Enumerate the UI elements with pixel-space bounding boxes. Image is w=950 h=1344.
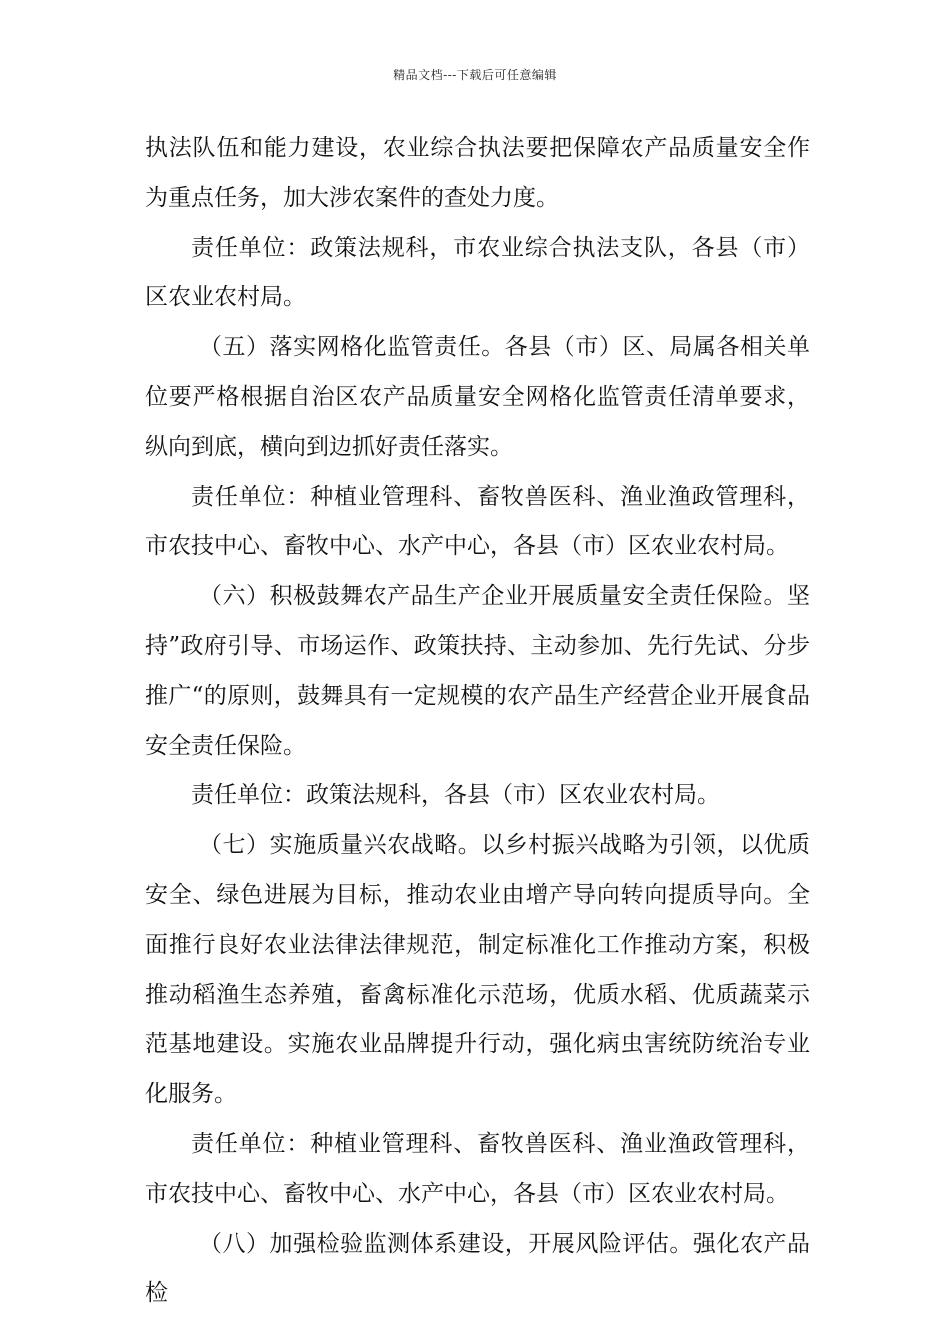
- paragraph-responsible-units: 责任单位：种植业管理科、畜牧兽医科、渔业渔政管理科，市农技中心、畜牧中心、水产中心，各县（市）区农业农村局。: [145, 483, 810, 560]
- paragraph-responsible-units: 责任单位：种植业管理科、畜牧兽医科、渔业渔政管理科，市农技中心、畜牧中心、水产中心，各县（市）区农业农村局。: [145, 1130, 810, 1207]
- paragraph-section-7: （七）实施质量兴农战略。以乡村振兴战略为引领，以优质安全、绿色进展为目标，推动农业由增产导向转向提质导向。全面推行良好农业法律法律规范，制定标准化工作推动方案，积极推动稻渔生态养殖，畜禽标准化示范场，优质水稻、优质蔬菜示范基地建设。实施农业品牌提升行动，强化病虫害统防统治专业化服务。: [145, 832, 810, 1108]
- paragraph-responsible-units: 责任单位：政策法规科，各县（市）区农业农村局。: [191, 782, 720, 809]
- paragraph-section-6: （六）积极鼓舞农产品生产企业开展质量安全责任保险。坚持”政府引导、市场运作、政策扶持、主动参加、先行先试、分步推广“的原则，鼓舞具有一定规模的农产品生产经营企业开展食品安全责任保险。: [145, 583, 810, 759]
- paragraph-section-8: （八）加强检验监测体系建设，开展风险评估。强化农产品检: [145, 1230, 810, 1307]
- paragraph-continuation: 执法队伍和能力建设，农业综合执法要把保障农产品质量安全作为重点任务，加大涉农案件的查处力度。: [145, 135, 810, 211]
- paragraph-responsible-units: 责任单位：政策法规科，市农业综合执法支队，各县（市）区农业农村局。: [145, 234, 810, 311]
- page-header-note: 精品文档---下载后可任意编辑: [393, 68, 557, 82]
- paragraph-section-5: （五）落实网格化监管责任。各县（市）区、局属各相关单位要严格根据自治区农产品质量安全网格化监管责任清单要求，纵向到底，横向到边抓好责任落实。: [145, 334, 810, 460]
- document-body: [145, 124, 810, 1319]
